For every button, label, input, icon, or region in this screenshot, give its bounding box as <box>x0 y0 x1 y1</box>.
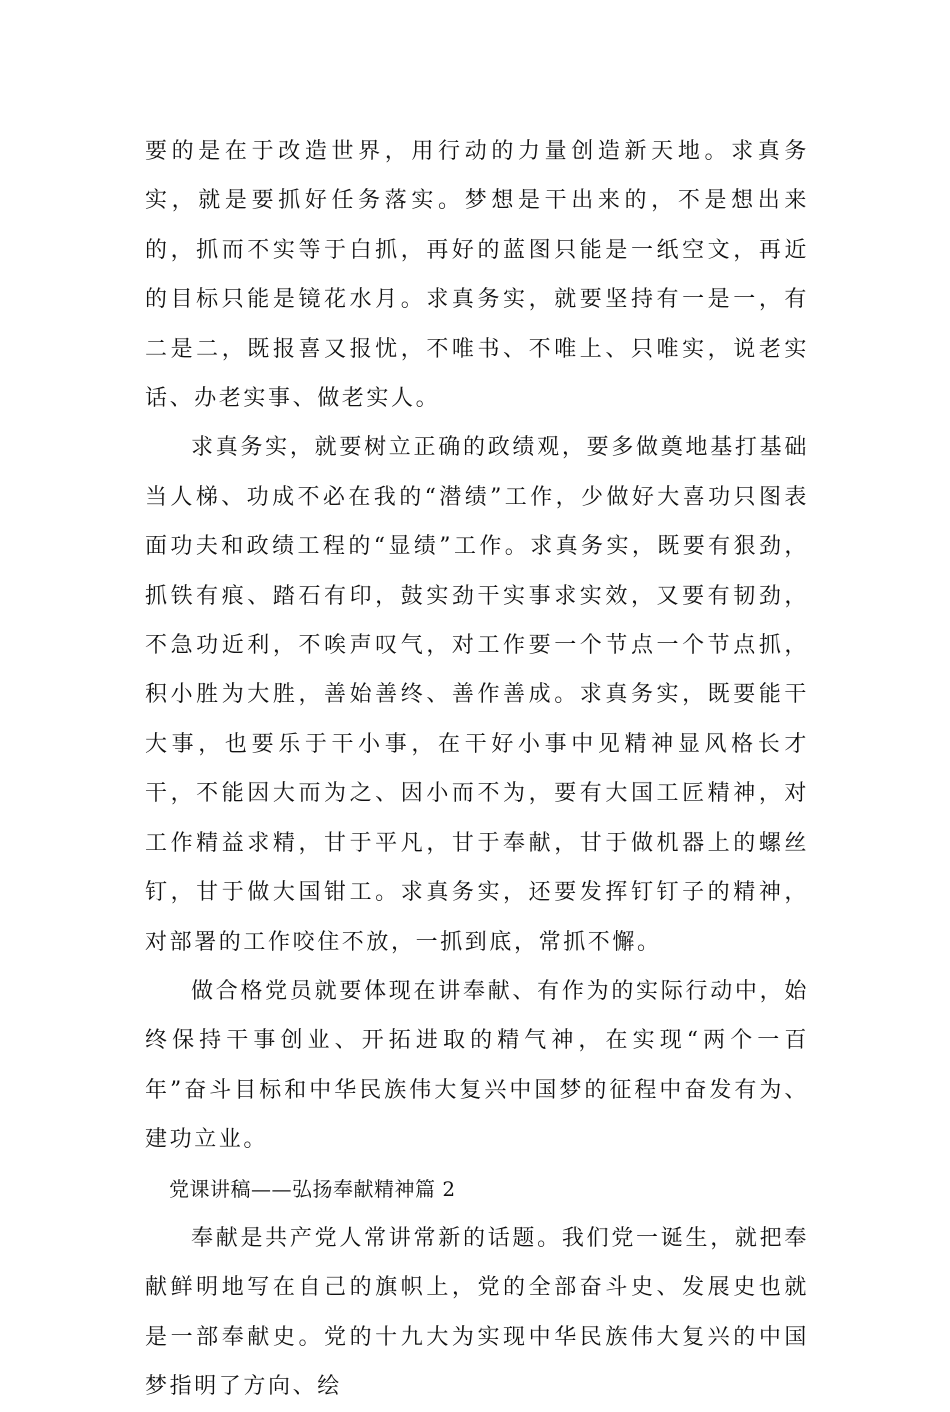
paragraph-dedication: 奉献是共产党人常讲常新的话题。我们党一诞生，就把奉献鲜明地写在自己的旗帜上，党的全部奋斗史、发展史也就是一部奉献史。党的十九大为实现中华民族伟大复兴的中国梦指明了方向、绘 <box>145 1225 809 1400</box>
paragraph-qualified-member: 做合格党员就要体现在讲奉献、有作为的实际行动中，始终保持干事创业、开拓进取的精气神，在实现“两个一百年”奋斗目标和中华民族伟大复兴中国梦的征程中奋发有为、建功立业。 <box>145 978 809 1153</box>
paragraph-political-achievement: 求真务实，就要树立正确的政绩观，要多做奠地基打基础当人梯、功成不必在我的“潜绩”工作，少做好大喜功只图表面功夫和政绩工程的“显绩”工作。求真务实，既要有狠劲，抓铁有痕、踏石有印，鼓实劲干实事求实效，又要有韧劲，不急功近利，不唉声叹气，对工作要一个节点一个节点抓，积小胜为大胜，善始善终、善作善成。求真务实，既要能干大事，也要乐于干小事，在干好小事中见精神显风格长才干，不能因大而为之、因小而不为，要有大国工匠精神，对工作精益求精，甘于平凡，甘于奉献，甘于做机器上的螺丝钉，甘于做大国钳工。求真务实，还要发挥钉钉子的精神，对部署的工作咬住不放，一抓到底，常抓不懈。 <box>145 435 809 955</box>
section-heading: 党课讲稿——弘扬奉献精神篇 2 <box>169 1176 456 1201</box>
document-body <box>145 127 809 1412</box>
paragraph-continued: 要的是在于改造世界，用行动的力量创造新天地。求真务实，就是要抓好任务落实。梦想是干出来的，不是想出来的，抓而不实等于白抓，再好的蓝图只能是一纸空文，再近的目标只能是镜花水月。求真务实，就要坚持有一是一，有二是二，既报喜又报忧，不唯书、不唯上、只唯实，说老实话、办老实事、做老实人。 <box>145 139 809 412</box>
